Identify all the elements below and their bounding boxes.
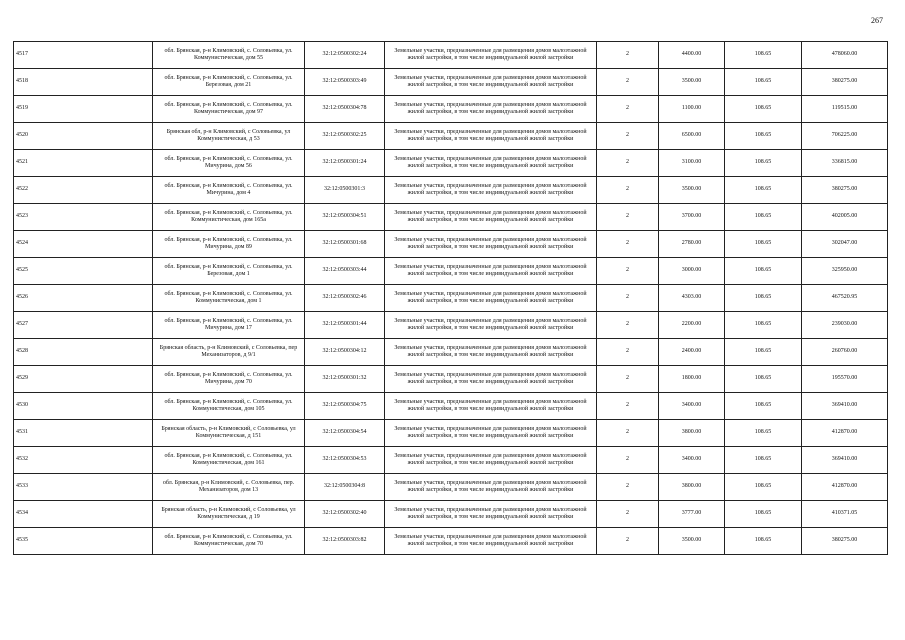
category-cell: 2 (597, 501, 659, 528)
area-cell: 6500.00 (659, 123, 725, 150)
table-row (14, 393, 888, 420)
table-row (14, 366, 888, 393)
land-use-cell: Земельные участки, предназначенные для размещения домов малоэтажной жилой застройки, в том числе индивидуальной жилой застройки (385, 231, 597, 258)
table-row (14, 123, 888, 150)
cadastral-value-cell: 239030.00 (802, 312, 888, 339)
area-cell: 3400.00 (659, 393, 725, 420)
area-cell: 2400.00 (659, 339, 725, 366)
address-cell: обл. Брянская, р-н Климовский, с. Соловьевка, ул. Мичурина, дом 17 (153, 312, 305, 339)
specific-value-cell: 108.65 (725, 285, 802, 312)
land-use-cell: Земельные участки, предназначенные для размещения домов малоэтажной жилой застройки, в том числе индивидуальной жилой застройки (385, 474, 597, 501)
cadastral-value-cell: 260760.00 (802, 339, 888, 366)
specific-value-cell: 108.65 (725, 231, 802, 258)
category-cell: 2 (597, 258, 659, 285)
record-number-cell: 4531 (14, 420, 153, 447)
table-row (14, 69, 888, 96)
record-number-cell: 4520 (14, 123, 153, 150)
land-use-cell: Земельные участки, предназначенные для размещения домов малоэтажной жилой застройки, в том числе индивидуальной жилой застройки (385, 393, 597, 420)
cadastral-number-cell: 32:12:0500303:44 (305, 258, 385, 285)
table-row (14, 96, 888, 123)
category-cell: 2 (597, 231, 659, 258)
cadastral-number-cell: 32:12:0500301:24 (305, 150, 385, 177)
table-row (14, 312, 888, 339)
land-use-cell: Земельные участки, предназначенные для размещения домов малоэтажной жилой застройки, в том числе индивидуальной жилой застройки (385, 501, 597, 528)
table-row (14, 177, 888, 204)
land-use-cell: Земельные участки, предназначенные для размещения домов малоэтажной жилой застройки, в том числе индивидуальной жилой застройки (385, 204, 597, 231)
category-cell: 2 (597, 474, 659, 501)
record-number-cell: 4519 (14, 96, 153, 123)
category-cell: 2 (597, 96, 659, 123)
cadastral-value-cell: 380275.00 (802, 177, 888, 204)
table-row (14, 204, 888, 231)
specific-value-cell: 108.65 (725, 123, 802, 150)
record-number-cell: 4525 (14, 258, 153, 285)
area-cell: 3800.00 (659, 420, 725, 447)
area-cell: 3800.00 (659, 474, 725, 501)
cadastral-number-cell: 32:12:0500304:12 (305, 339, 385, 366)
record-number-cell: 4535 (14, 528, 153, 555)
cadastral-value-cell: 706225.00 (802, 123, 888, 150)
cadastral-value-cell: 369410.00 (802, 393, 888, 420)
cadastral-number-cell: 32:12:0500302:40 (305, 501, 385, 528)
address-cell: обл. Брянская, р-н Климовский, с. Соловьевка, ул. Мичурина, дом 4 (153, 177, 305, 204)
land-use-cell: Земельные участки, предназначенные для размещения домов малоэтажной жилой застройки, в том числе индивидуальной жилой застройки (385, 69, 597, 96)
table-row (14, 528, 888, 555)
land-use-cell: Земельные участки, предназначенные для размещения домов малоэтажной жилой застройки, в том числе индивидуальной жилой застройки (385, 96, 597, 123)
address-cell: обл. Брянская, р-н Климовский, с. Соловьевка, ул. Коммунистическая, дом 105 (153, 393, 305, 420)
record-number-cell: 4532 (14, 447, 153, 474)
cadastral-number-cell: 32:12:0500302:25 (305, 123, 385, 150)
address-cell: обл. Брянская, р-н Климовский, с. Соловьевка, пер. Механизаторов, дом 13 (153, 474, 305, 501)
area-cell: 4400.00 (659, 42, 725, 69)
area-cell: 3777.00 (659, 501, 725, 528)
cadastral-value-cell: 478060.00 (802, 42, 888, 69)
specific-value-cell: 108.65 (725, 42, 802, 69)
category-cell: 2 (597, 123, 659, 150)
category-cell: 2 (597, 42, 659, 69)
specific-value-cell: 108.65 (725, 474, 802, 501)
address-cell: Брянская обл, р-н Климовский, с Соловьевка, ул Коммунистическая, д 53 (153, 123, 305, 150)
address-cell: обл. Брянская, р-н Климовский, с. Соловьевка, ул. Коммунистическая, дом 70 (153, 528, 305, 555)
area-cell: 3500.00 (659, 177, 725, 204)
category-cell: 2 (597, 69, 659, 96)
record-number-cell: 4518 (14, 69, 153, 96)
land-use-cell: Земельные участки, предназначенные для размещения домов малоэтажной жилой застройки, в том числе индивидуальной жилой застройки (385, 150, 597, 177)
land-use-cell: Земельные участки, предназначенные для размещения домов малоэтажной жилой застройки, в том числе индивидуальной жилой застройки (385, 447, 597, 474)
area-cell: 3000.00 (659, 258, 725, 285)
table-row (14, 501, 888, 528)
address-cell: обл. Брянская, р-н Климовский, с. Соловьевка, ул. Березовая, дом 1 (153, 258, 305, 285)
area-cell: 3400.00 (659, 447, 725, 474)
specific-value-cell: 108.65 (725, 393, 802, 420)
address-cell: обл. Брянская, р-н Климовский, с. Соловьевка, ул. Мичурина, дом 56 (153, 150, 305, 177)
address-cell: обл. Брянская, р-н Климовский, с. Соловьевка, ул. Березовая, дом 21 (153, 69, 305, 96)
cadastral-value-cell: 336815.00 (802, 150, 888, 177)
cadastral-number-cell: 32:12:0500304:54 (305, 420, 385, 447)
category-cell: 2 (597, 312, 659, 339)
cadastral-number-cell: 32:12:0500302:46 (305, 285, 385, 312)
cadastral-value-cell: 410371.05 (802, 501, 888, 528)
table-row (14, 447, 888, 474)
record-number-cell: 4529 (14, 366, 153, 393)
cadastral-value-cell: 325950.00 (802, 258, 888, 285)
cadastral-value-cell: 302047.00 (802, 231, 888, 258)
land-use-cell: Земельные участки, предназначенные для размещения домов малоэтажной жилой застройки, в том числе индивидуальной жилой застройки (385, 285, 597, 312)
table-row (14, 231, 888, 258)
specific-value-cell: 108.65 (725, 204, 802, 231)
registry-table-body (14, 42, 888, 555)
cadastral-number-cell: 32:12:0500304:8 (305, 474, 385, 501)
land-use-cell: Земельные участки, предназначенные для размещения домов малоэтажной жилой застройки, в том числе индивидуальной жилой застройки (385, 123, 597, 150)
table-row (14, 258, 888, 285)
category-cell: 2 (597, 177, 659, 204)
land-registry-table (13, 41, 888, 555)
cadastral-value-cell: 402005.00 (802, 204, 888, 231)
page-number: 267 (871, 16, 883, 25)
address-cell: обл. Брянская, р-н Климовский, с. Соловьевка, ул. Коммунистическая, дом 1 (153, 285, 305, 312)
address-cell: обл. Брянская, р-н Климовский, с. Соловьевка, ул. Мичурина, дом 70 (153, 366, 305, 393)
cadastral-number-cell: 32:12:0500304:78 (305, 96, 385, 123)
table-row (14, 150, 888, 177)
cadastral-value-cell: 369410.00 (802, 447, 888, 474)
cadastral-number-cell: 32:12:0500302:24 (305, 42, 385, 69)
address-cell: Брянская область, р-н Климовский, с Соловьевка, пер Механизаторов, д 9/1 (153, 339, 305, 366)
area-cell: 2200.00 (659, 312, 725, 339)
record-number-cell: 4530 (14, 393, 153, 420)
category-cell: 2 (597, 366, 659, 393)
record-number-cell: 4533 (14, 474, 153, 501)
land-use-cell: Земельные участки, предназначенные для размещения домов малоэтажной жилой застройки, в том числе индивидуальной жилой застройки (385, 366, 597, 393)
address-cell: обл. Брянская, р-н Климовский, с. Соловьевка, ул. Мичурина, дом 89 (153, 231, 305, 258)
specific-value-cell: 108.65 (725, 501, 802, 528)
table-row (14, 42, 888, 69)
category-cell: 2 (597, 447, 659, 474)
specific-value-cell: 108.65 (725, 366, 802, 393)
cadastral-number-cell: 32:12:0500301:3 (305, 177, 385, 204)
cadastral-number-cell: 32:12:0500301:32 (305, 366, 385, 393)
specific-value-cell: 108.65 (725, 96, 802, 123)
address-cell: Брянская область, р-н Климовский, с Соловьевка, ул Коммунистическая, д 19 (153, 501, 305, 528)
specific-value-cell: 108.65 (725, 447, 802, 474)
area-cell: 3700.00 (659, 204, 725, 231)
record-number-cell: 4522 (14, 177, 153, 204)
land-use-cell: Земельные участки, предназначенные для размещения домов малоэтажной жилой застройки, в том числе индивидуальной жилой застройки (385, 312, 597, 339)
specific-value-cell: 108.65 (725, 69, 802, 96)
cadastral-number-cell: 32:12:0500303:49 (305, 69, 385, 96)
category-cell: 2 (597, 339, 659, 366)
land-use-cell: Земельные участки, предназначенные для размещения домов малоэтажной жилой застройки, в том числе индивидуальной жилой застройки (385, 177, 597, 204)
area-cell: 4303.00 (659, 285, 725, 312)
cadastral-number-cell: 32:12:0500304:75 (305, 393, 385, 420)
record-number-cell: 4523 (14, 204, 153, 231)
specific-value-cell: 108.65 (725, 339, 802, 366)
cadastral-value-cell: 380275.00 (802, 528, 888, 555)
address-cell: обл. Брянская, р-н Климовский, с. Соловьевка, ул. Коммунистическая, дом 165а (153, 204, 305, 231)
record-number-cell: 4528 (14, 339, 153, 366)
category-cell: 2 (597, 285, 659, 312)
area-cell: 3100.00 (659, 150, 725, 177)
cadastral-number-cell: 32:12:0500304:53 (305, 447, 385, 474)
record-number-cell: 4517 (14, 42, 153, 69)
table-row (14, 339, 888, 366)
category-cell: 2 (597, 528, 659, 555)
specific-value-cell: 108.65 (725, 528, 802, 555)
cadastral-value-cell: 195570.00 (802, 366, 888, 393)
cadastral-value-cell: 380275.00 (802, 69, 888, 96)
area-cell: 3500.00 (659, 69, 725, 96)
specific-value-cell: 108.65 (725, 312, 802, 339)
land-use-cell: Земельные участки, предназначенные для размещения домов малоэтажной жилой застройки, в том числе индивидуальной жилой застройки (385, 420, 597, 447)
cadastral-value-cell: 119515.00 (802, 96, 888, 123)
category-cell: 2 (597, 150, 659, 177)
cadastral-number-cell: 32:12:0500301:44 (305, 312, 385, 339)
specific-value-cell: 108.65 (725, 258, 802, 285)
area-cell: 1800.00 (659, 366, 725, 393)
land-use-cell: Земельные участки, предназначенные для размещения домов малоэтажной жилой застройки, в том числе индивидуальной жилой застройки (385, 339, 597, 366)
area-cell: 3500.00 (659, 528, 725, 555)
record-number-cell: 4524 (14, 231, 153, 258)
address-cell: обл. Брянская, р-н Климовский, с. Соловьевка, ул. Коммунистическая, дом 97 (153, 96, 305, 123)
table-row (14, 285, 888, 312)
cadastral-value-cell: 467520.95 (802, 285, 888, 312)
record-number-cell: 4526 (14, 285, 153, 312)
record-number-cell: 4521 (14, 150, 153, 177)
specific-value-cell: 108.65 (725, 420, 802, 447)
cadastral-value-cell: 412870.00 (802, 420, 888, 447)
address-cell: обл. Брянская, р-н Климовский, с. Соловьевка, ул. Коммунистическая, дом 55 (153, 42, 305, 69)
land-use-cell: Земельные участки, предназначенные для размещения домов малоэтажной жилой застройки, в том числе индивидуальной жилой застройки (385, 42, 597, 69)
area-cell: 2780.00 (659, 231, 725, 258)
address-cell: обл. Брянская, р-н Климовский, с. Соловьевка, ул. Коммунистическая, дом 161 (153, 447, 305, 474)
cadastral-number-cell: 32:12:0500304:51 (305, 204, 385, 231)
table-row (14, 474, 888, 501)
address-cell: Брянская область, р-н Климовский, с Соловьевка, ул Коммунистическая, д 151 (153, 420, 305, 447)
record-number-cell: 4534 (14, 501, 153, 528)
cadastral-value-cell: 412870.00 (802, 474, 888, 501)
category-cell: 2 (597, 204, 659, 231)
specific-value-cell: 108.65 (725, 177, 802, 204)
area-cell: 1100.00 (659, 96, 725, 123)
specific-value-cell: 108.65 (725, 150, 802, 177)
record-number-cell: 4527 (14, 312, 153, 339)
table-row (14, 420, 888, 447)
category-cell: 2 (597, 420, 659, 447)
land-use-cell: Земельные участки, предназначенные для размещения домов малоэтажной жилой застройки, в том числе индивидуальной жилой застройки (385, 258, 597, 285)
category-cell: 2 (597, 393, 659, 420)
cadastral-number-cell: 32:12:0500301:68 (305, 231, 385, 258)
cadastral-number-cell: 32:12:0500303:82 (305, 528, 385, 555)
land-use-cell: Земельные участки, предназначенные для размещения домов малоэтажной жилой застройки, в том числе индивидуальной жилой застройки (385, 528, 597, 555)
